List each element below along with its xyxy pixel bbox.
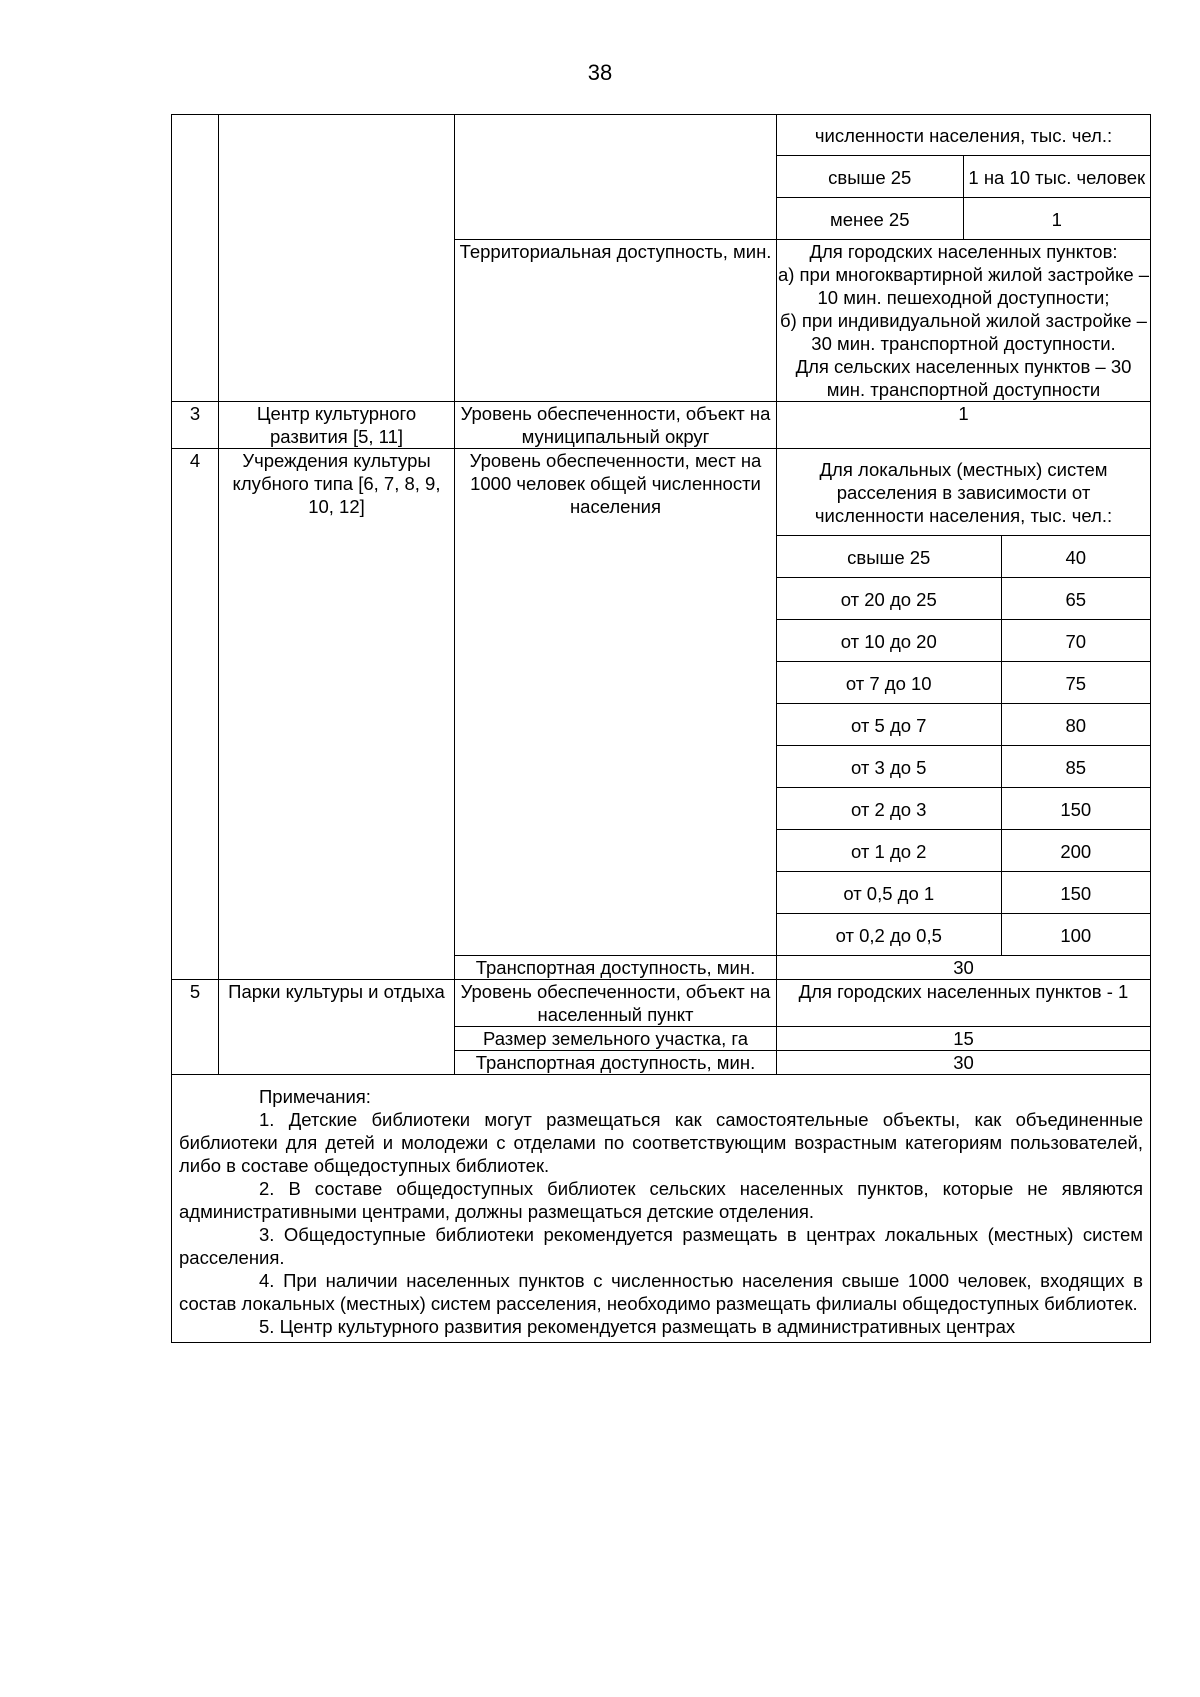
name-cell: Центр культурного развития [5, 11] [219,402,455,449]
sub-table-header: численности населения, тыс. чел.: [814,125,1113,146]
range-cell: от 5 до 7 [777,704,1001,746]
norm-cell: 1 [963,198,1150,240]
note-item: 2. В составе общедоступных библиотек сельских населенных пунктов, которые не являются административными центрами, должны размещаться детские отделения. [179,1178,1143,1222]
num-cell: 3 [172,402,219,449]
norm-cell: 80 [1001,704,1150,746]
norm-cell: 100 [1001,914,1150,956]
value-cell: 30 [777,956,1151,980]
page-number: 38 [587,60,613,85]
text-line: Для сельских населенных пунктов – 30 мин. транспортной доступности [795,356,1132,400]
sub-row [777,578,1150,620]
indicator-cell: Уровень обеспеченности, мест на 1000 человек общей численности населения [455,449,777,956]
num-cell: 4 [172,449,219,980]
indicator-cell: Транспортная доступность, мин. [455,956,777,980]
range-cell: свыше 25 [777,536,1001,578]
num-cell [172,115,219,402]
sub-row [777,788,1150,830]
indicator-cell [455,115,777,240]
range-cell: менее 25 [777,198,963,240]
standards-table [171,114,1151,1343]
value-cell: Для городских населенных пунктов - 1 [777,980,1151,1027]
sub-row [777,198,1150,240]
norm-cell: 75 [1001,662,1150,704]
value-cell: 30 [777,1051,1151,1075]
name-cell: Парки культуры и отдыха [219,980,455,1075]
notes-row [172,1075,1151,1343]
name-cell [219,115,455,402]
sub-row [777,620,1150,662]
note-item: 1. Детские библиотеки могут размещаться как самостоятельные объекты, как объединенные библиотеки для детей и молодежи с отделами по соответствующим возрастным категориям пользователей, либо в составе общедоступных библиотек. [179,1109,1143,1176]
table-row [172,115,1151,240]
range-cell: от 0,2 до 0,5 [777,914,1001,956]
note-item: 4. При наличии населенных пунктов с численностью населения свыше 1000 человек, входящих в состав локальных (местных) систем расселения, необходимо размещать филиалы общедоступных библиотек. [179,1270,1143,1314]
range-cell: от 10 до 20 [777,620,1001,662]
note-item: 5. Центр культурного развития рекомендуется размещать в административных центрах [259,1316,1016,1337]
norm-cell: 70 [1001,620,1150,662]
num-cell: 5 [172,980,219,1075]
sub-row [777,662,1150,704]
text-line: а) при многоквартирной жилой застройке – 10 мин. пешеходной доступности; [777,264,1150,308]
norm-cell: 200 [1001,830,1150,872]
table-row [172,980,1151,1027]
norm-cell: 1 на 10 тыс. человек [963,156,1150,198]
notes-title: Примечания: [259,1086,371,1107]
sub-row [777,156,1150,198]
table-row [172,449,1151,956]
value-cell [777,449,1151,956]
range-cell: от 3 до 5 [777,746,1001,788]
name-cell: Учреждения культуры клубного типа [6, 7, 8, 9, 10, 12] [219,449,455,980]
range-cell: от 2 до 3 [777,788,1001,830]
norm-cell: 85 [1001,746,1150,788]
range-cell: от 1 до 2 [777,830,1001,872]
range-cell: свыше 25 [777,156,963,198]
sub-row [777,704,1150,746]
sub-row [777,536,1150,578]
notes-cell [172,1075,1151,1343]
range-cell: от 7 до 10 [777,662,1001,704]
norm-cell: 150 [1001,872,1150,914]
indicator-cell: Транспортная доступность, мин. [455,1051,777,1075]
sub-row [777,746,1150,788]
text-line: Для городских населенных пунктов: [809,241,1118,262]
sub-row [777,872,1150,914]
norm-cell: 150 [1001,788,1150,830]
table-row [172,402,1151,449]
sub-row [777,830,1150,872]
range-cell: от 20 до 25 [777,578,1001,620]
indicator-cell: Уровень обеспеченности, объект на муниципальный округ [455,402,777,449]
sub-row [777,914,1150,956]
sub-table [777,535,1150,955]
indicator-cell: Размер земельного участка, га [455,1027,777,1051]
sub-table-header: Для локальных (местных) систем расселения в зависимости от численности населения, тыс. чел.: [814,459,1113,526]
sub-table [777,155,1150,239]
value-cell: 1 [777,402,1151,449]
norm-cell: 40 [1001,536,1150,578]
indicator-cell: Уровень обеспеченности, объект на населенный пункт [455,980,777,1027]
norm-cell: 65 [1001,578,1150,620]
indicator-cell: Территориальная доступность, мин. [455,240,777,402]
note-item: 3. Общедоступные библиотеки рекомендуется размещать в центрах локальных (местных) систем расселения. [179,1224,1143,1268]
range-cell: от 0,5 до 1 [777,872,1001,914]
value-cell [777,115,1151,240]
value-cell: 15 [777,1027,1151,1051]
text-line: б) при индивидуальной жилой застройке – 30 мин. транспортной доступности. [780,310,1147,354]
value-cell [777,240,1151,402]
